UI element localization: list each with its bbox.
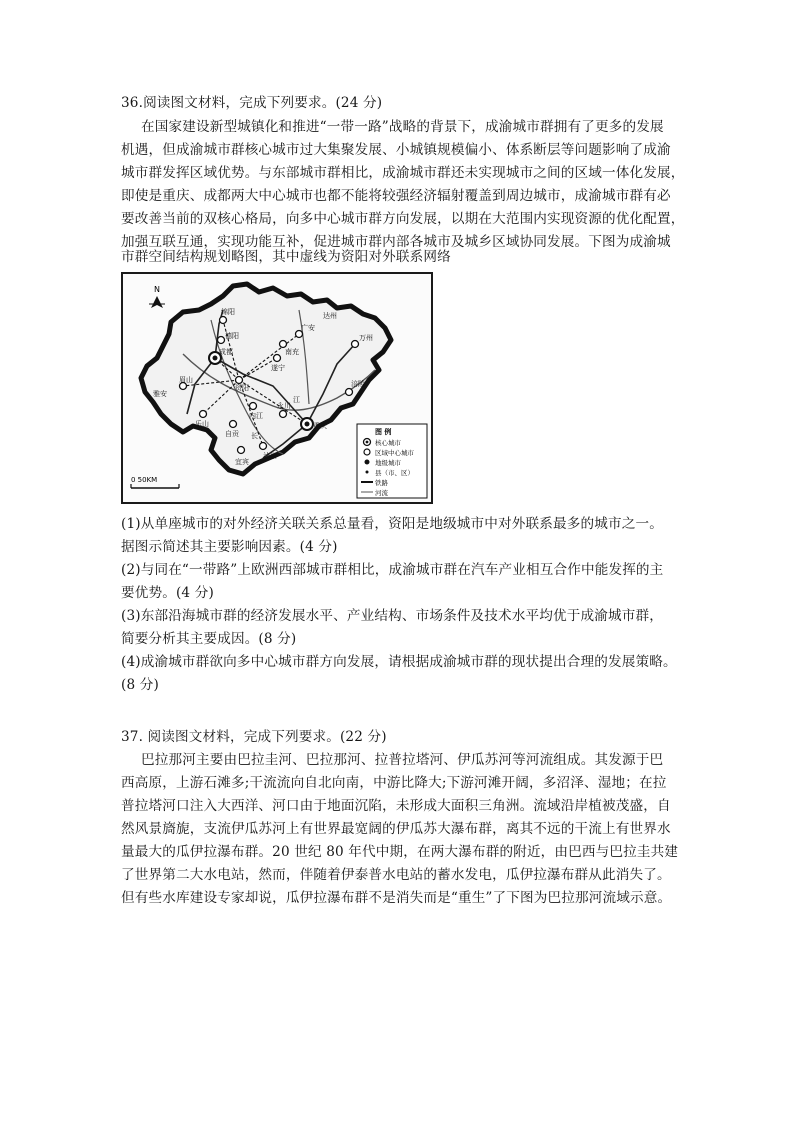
city-label: 德阳 (225, 332, 239, 340)
north-arrow-icon (151, 296, 163, 308)
legend-item: 核心城市 (375, 439, 401, 447)
q37-para-line: 但有些水库建设专家却说，瓜伊拉瀑布群不是消失而是“重生”了下图为巴拉那河流域示意。 (121, 890, 672, 906)
q36-subq-line: (2)与同在“一带路”上欧洲西部城市群相比，成渝城市群在汽车产业相互合作中能发挥的主 (121, 562, 664, 578)
city-label: 宜宾 (235, 458, 249, 466)
legend-item: 县（市、区） (375, 469, 414, 477)
city-label: 广安 (301, 324, 315, 332)
city-label: 达州 (323, 312, 337, 320)
q37-para-line: 巴拉那河主要由巴拉圭河、巴拉那河、拉普拉塔河、伊瓜苏河等河流组成。其发源于巴 (141, 752, 664, 768)
city-label: 泸州 (263, 452, 277, 460)
q37-para-line: 普拉塔河口注入大西洋、河口由于地面沉陷，未形成大面积三角洲。流域沿岸植被茂盛，自 (121, 798, 671, 814)
q36-para-line: 在国家建设新型城镇化和推进“一带一路”战略的背景下，成渝城市群拥有了更多的发展 (141, 119, 664, 135)
q37-heading: 37. 阅读图文材料，完成下列要求。(22 分) (121, 729, 387, 745)
map-graphic (123, 274, 431, 502)
city-label: 万州 (359, 334, 373, 342)
q36-subq-line: 据图示简述其主要影响因素。(4 分) (121, 539, 338, 555)
city-label: 内江 (249, 412, 263, 420)
city-label: 永川 (277, 402, 291, 410)
q37-para-line: 然风景旖旎，支流伊瓜苏河上有世界最宽阔的伊瓜苏大瀑布群，离其不远的干流上有世界水 (121, 821, 671, 837)
q36-para-line: 城市群发挥区域优势。与东部城市群相比，成渝城市群还未实现城市之间的区域一体化发展， (121, 165, 685, 181)
city-label: 乐山 (195, 420, 209, 428)
q36-subq-line: 要优势。(4 分) (121, 585, 214, 601)
q36-subq-line: (3)东部沿海城市群的经济发展水平、产业结构、市场条件及技术水平均优于成渝城市群， (121, 608, 663, 624)
legend-item: 区域中心城市 (375, 449, 414, 457)
legend-title: 图 例 (375, 428, 392, 436)
city-label: 成都 (219, 348, 233, 356)
q36-para-line: 要改善当前的双核心格局，向多中心城市群方向发展，以期在大范围内实现资源的优化配置， (121, 211, 685, 227)
q36-para-line: 即使是重庆、成都两大中心城市也都不能将较强经济辐射覆盖到周边城市，成渝城市群有必 (121, 188, 671, 204)
q36-para-line: 机遇，但成渝城市群核心城市过大集聚发展、小城镇规模偏小、体系断层等问题影响了成渝 (121, 142, 671, 158)
legend-item: 地级城市 (375, 459, 401, 467)
legend-item: 河流 (375, 489, 388, 497)
q37-para-line: 了世界第二大水电站，然而，伴随着伊泰普水电站的蓄水发电，瓜伊拉瀑布群从此消失了。 (121, 867, 671, 883)
q36-subq-line: (1)从单座城市的对外经济关联关系总量看，资阳是地级城市中对外联系最多的城市之一。 (121, 516, 663, 532)
q37-para-line: 西高原，上游石滩多;干流流向自北向南，中游比降大;下游河滩开阔，多沼泽、湿地；在拉 (121, 775, 667, 791)
q36-subq-line: 简要分析其主要成因。(8 分) (121, 631, 297, 647)
city-label: 眉山 (179, 376, 193, 384)
chengyu-city-cluster-map (121, 272, 433, 504)
city-label: 雅安 (153, 390, 167, 398)
city-label: 涪陵 (351, 380, 365, 388)
q36-heading: 36.阅读图文材料，完成下列要求。(24 分) (121, 95, 383, 111)
legend (357, 424, 427, 498)
city-label: 南充 (285, 348, 299, 356)
north-label: N (154, 285, 160, 294)
city-label: 资阳 (235, 384, 249, 392)
q36-para-line: 市群空间结构规划略图，其中虚线为资阳对外联系网络 (121, 249, 451, 265)
q37-para-line: 量最大的瓜伊拉瀑布群。20 世纪 80 年代中期，在两大瀑布群的附近，由巴西与巴拉圭共建 (121, 844, 679, 860)
city-label: 长 (251, 432, 258, 440)
city-label: 江 (293, 396, 300, 404)
q36-subq-line: (4)成渝城市群欲向多中心城市群方向发展，请根据成渝城市群的现状提出合理的发展策略。 (121, 654, 677, 670)
q36-para-line: 加强互联互通，实现功能互补，促进城市群内部各城市及城乡区域协同发展。下图为成渝城 (121, 234, 671, 250)
city-label: 遂宁 (271, 364, 285, 372)
city-label: 绵阳 (221, 308, 235, 316)
legend-item: 铁路 (375, 479, 388, 487)
q36-subq-line: (8 分) (121, 677, 159, 693)
scale-label: 0 50KM (131, 476, 158, 484)
city-label: 重庆 (313, 422, 327, 430)
city-label: 自贡 (225, 430, 239, 438)
